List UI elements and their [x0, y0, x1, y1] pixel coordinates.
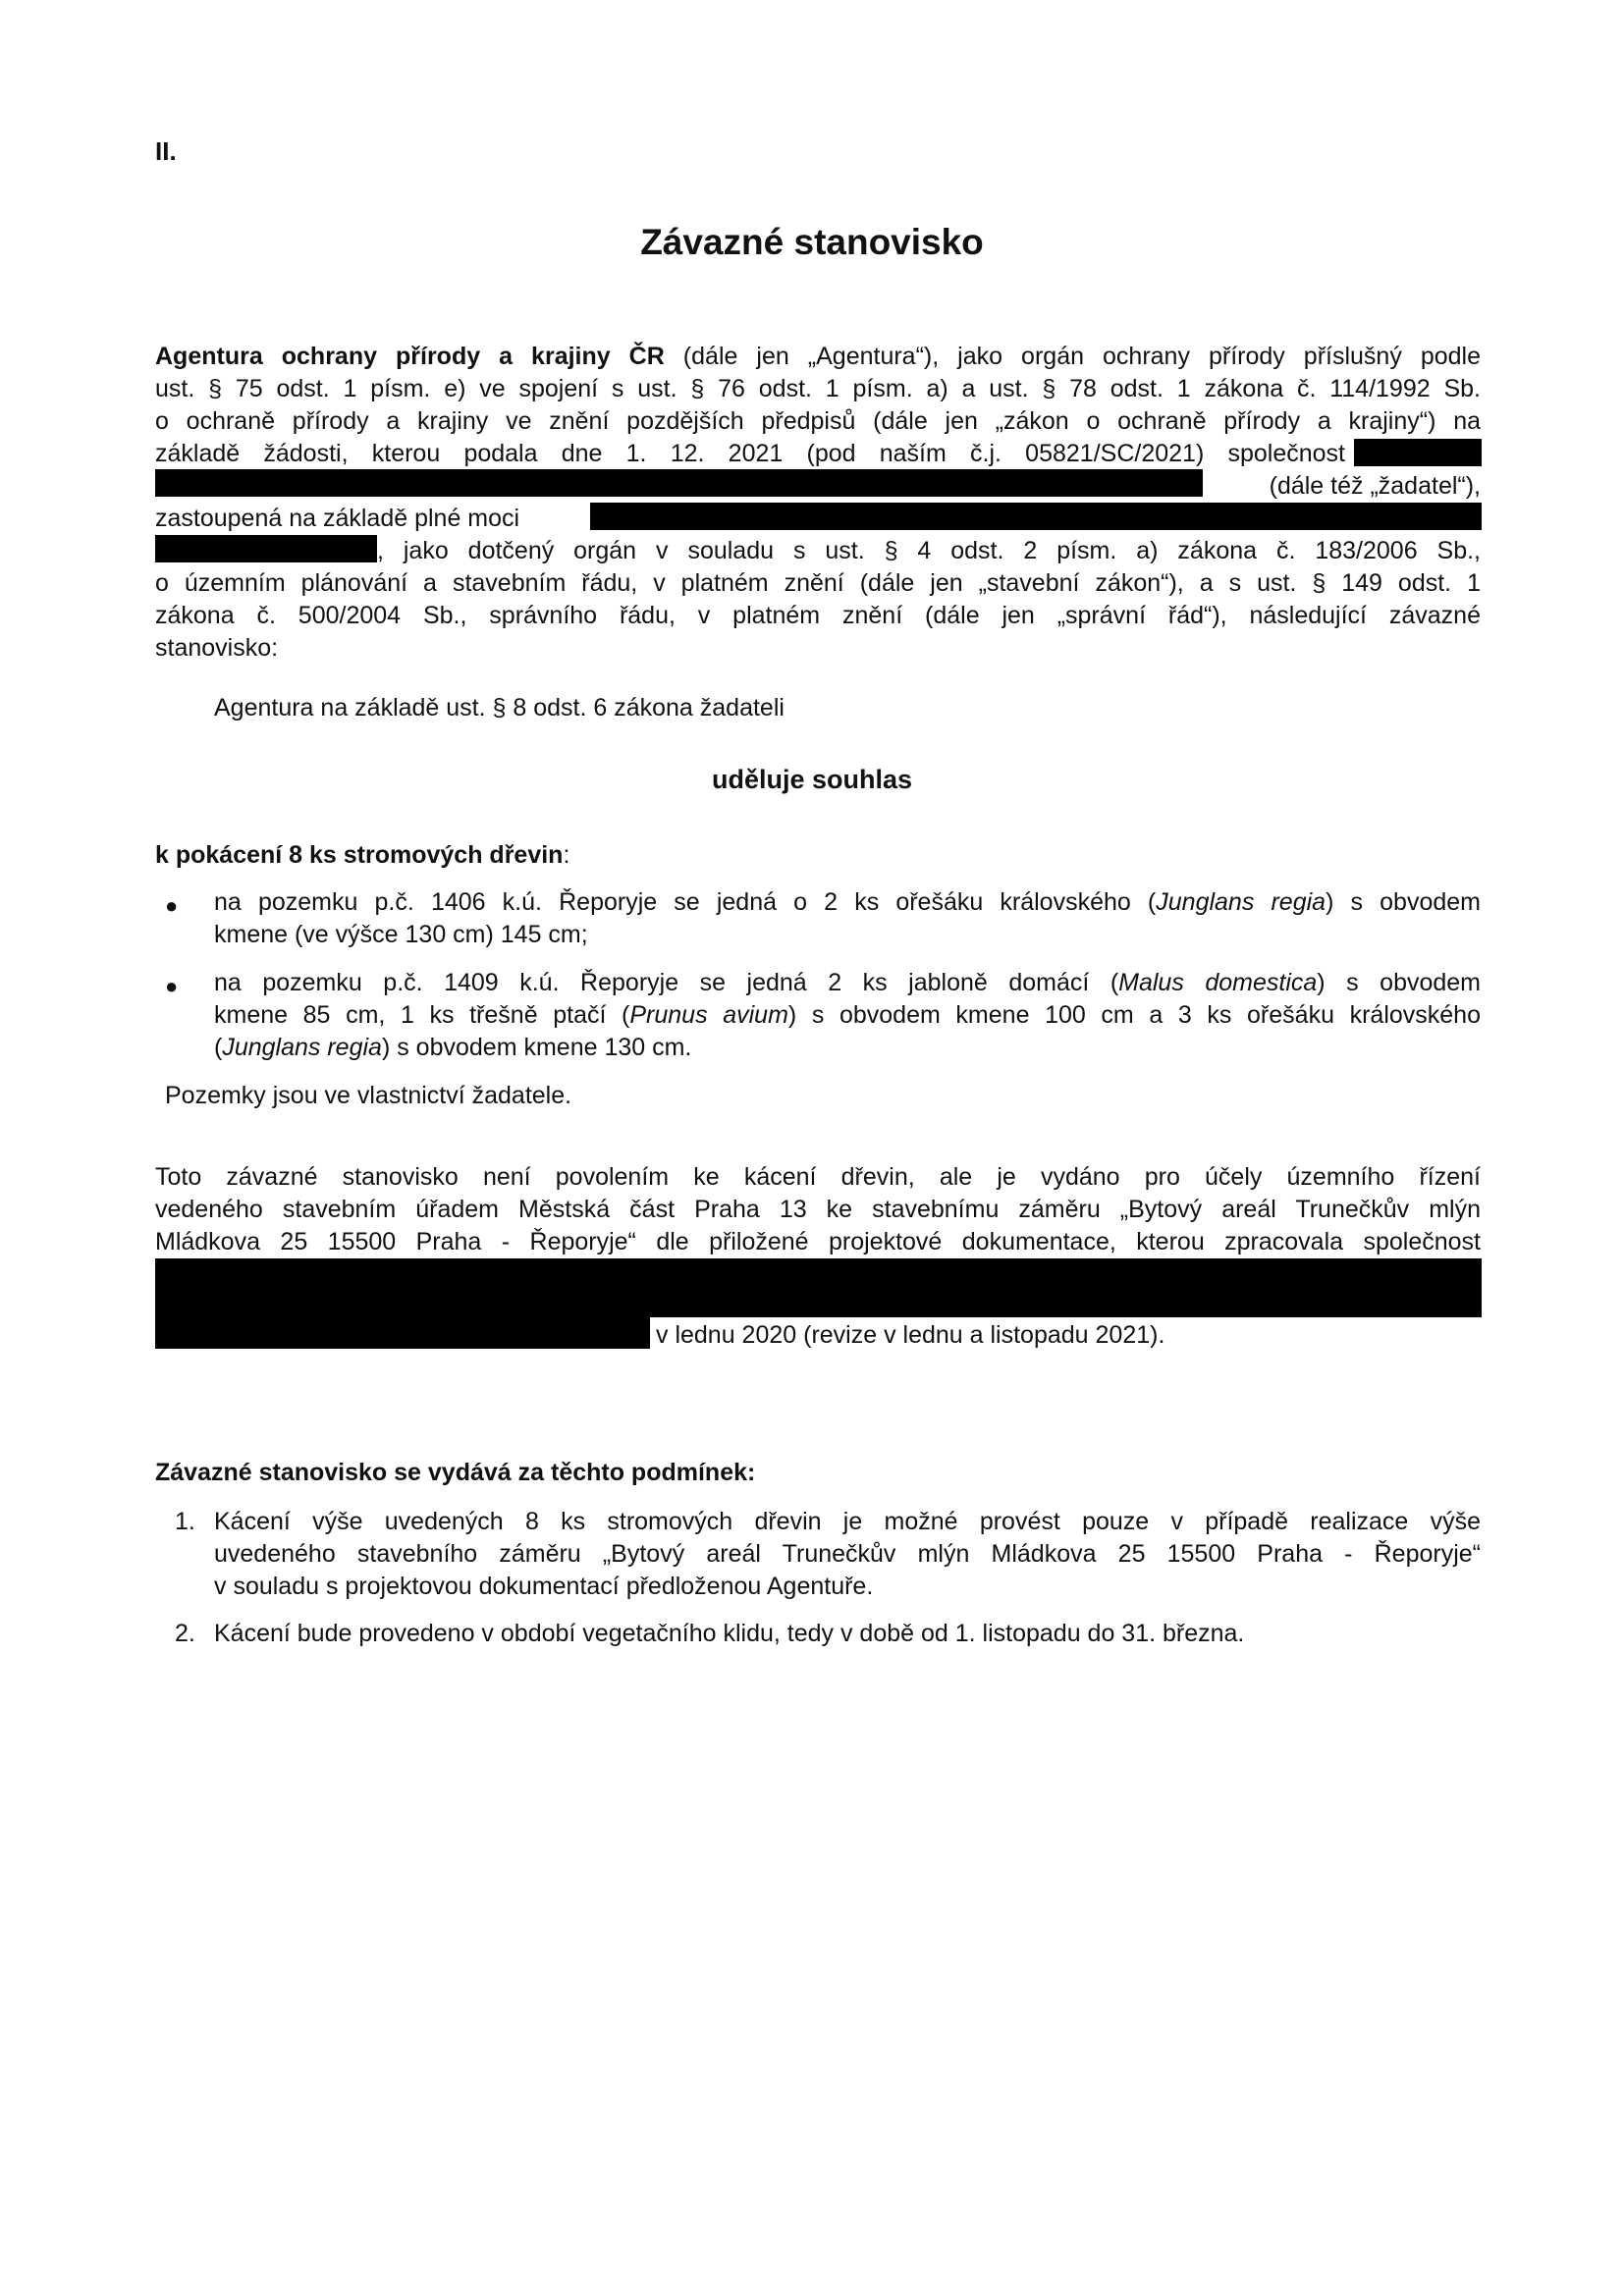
bullet-icon: ●: [165, 893, 179, 918]
intro-line-4: základě žádosti, kterou podala dne 1. 12. 2021 (pod naším č.j. 05821/SC/2021) společnost: [155, 440, 1345, 467]
note-line-3: Mládkova 25 15500 Praha - Řeporyje“ dle přiložené projektové dokumentace, kterou zpracovala společnost: [155, 1228, 1481, 1255]
intro-line-3: o ochraně přírody a krajiny ve znění pozdějších předpisů (dále jen „zákon o ochraně přírody a krajiny“) na: [155, 407, 1481, 435]
intro-line-8: o územním plánování a stavebním řádu, v platném znění (dále jen „stavební zákon“), a s ust. § 149 odst. 1: [155, 569, 1481, 597]
intro-line-9: zákona č. 500/2004 Sb., správního řádu, v platném znění (dále jen „správní řád“), následující závazné: [155, 602, 1481, 629]
intro-line-10: stanovisko:: [155, 634, 279, 662]
condition-number: 2.: [175, 1620, 195, 1647]
section-number: II.: [155, 136, 177, 166]
subject-line: k pokácení 8 ks stromových dřevin:: [155, 841, 570, 869]
intro-line-1: Agentura ochrany přírody a krajiny ČR (dále jen „Agentura“), jako orgán ochrany přírody příslušný podle: [155, 343, 1482, 370]
redaction-box: [155, 469, 1203, 497]
condition-item: Kácení výše uvedených 8 ks stromových dřevin je možné provést pouze v případě realizace výše uvedeného stavebního záměru „Bytový areál Trunečkův mlýn Mládkova 25 15500 Praha - Řeporyje“ v souladu s projektovou dokumentací předloženou Agentuře.: [214, 1508, 1481, 1600]
agency-name: Agentura ochrany přírody a krajiny ČR: [155, 343, 665, 370]
note-line-4-rest: v lednu 2020 (revize v lednu a listopadu 2021).: [656, 1321, 1165, 1349]
condition-number: 1.: [175, 1508, 195, 1535]
intro-line-6-start: zastoupená na základě plné moci: [155, 505, 520, 532]
decision-intro: Agentura na základě ust. § 8 odst. 6 zákona žadateli: [214, 694, 785, 721]
ownership-note: Pozemky jsou ve vlastnictví žadatele.: [165, 1082, 572, 1109]
list-item: na pozemku p.č. 1409 k.ú. Řeporyje se jedná 2 ks jabloně domácí (Malus domestica) s obvodem kmene 85 cm, 1 ks třešně ptačí (Prunus avium) s obvodem kmene 100 cm a 3 ks ořešáku královského (Junglans regia) s obvodem kmene 130 cm.: [214, 969, 1482, 1061]
redaction-box: [155, 535, 377, 562]
redaction-box: [155, 1258, 1482, 1317]
bullet-icon: ●: [165, 974, 179, 998]
decision-heading: uděluje souhlas: [711, 765, 913, 794]
list-item: na pozemku p.č. 1406 k.ú. Řeporyje se jedná o 2 ks ořešáku královského (Junglans regia) s obvodem kmene (ve výšce 130 cm) 145 cm;: [214, 888, 1481, 948]
condition-item: Kácení bude provedeno v období vegetačního klidu, tedy v době od 1. listopadu do 31. března.: [214, 1620, 1245, 1647]
note-line-1: Toto závazné stanovisko není povolením ke kácení dřevin, ale je vydáno pro účely územního řízení: [155, 1163, 1481, 1191]
intro-line-5-end: (dále též „žadatel“),: [1269, 472, 1481, 500]
redaction-box: [1354, 439, 1482, 466]
intro-line-7-rest: , jako dotčený orgán v souladu s ust. § 4 odst. 2 písm. a) zákona č. 183/2006 Sb.,: [377, 537, 1481, 564]
redaction-box: [590, 503, 1482, 530]
document-title: Závazné stanovisko: [640, 222, 984, 262]
conditions-title: Závazné stanovisko se vydává za těchto podmínek:: [155, 1459, 756, 1486]
note-line-2: vedeného stavebním úřadem Městská část Praha 13 ke stavebnímu záměru „Bytový areál Trunečkův mlýn: [155, 1196, 1481, 1223]
redaction-box: [155, 1317, 650, 1349]
intro-line-2: ust. § 75 odst. 1 písm. e) ve spojení s ust. § 76 odst. 1 písm. a) a ust. § 78 odst. 1 zákona č. 114/1992 Sb.: [155, 375, 1481, 402]
